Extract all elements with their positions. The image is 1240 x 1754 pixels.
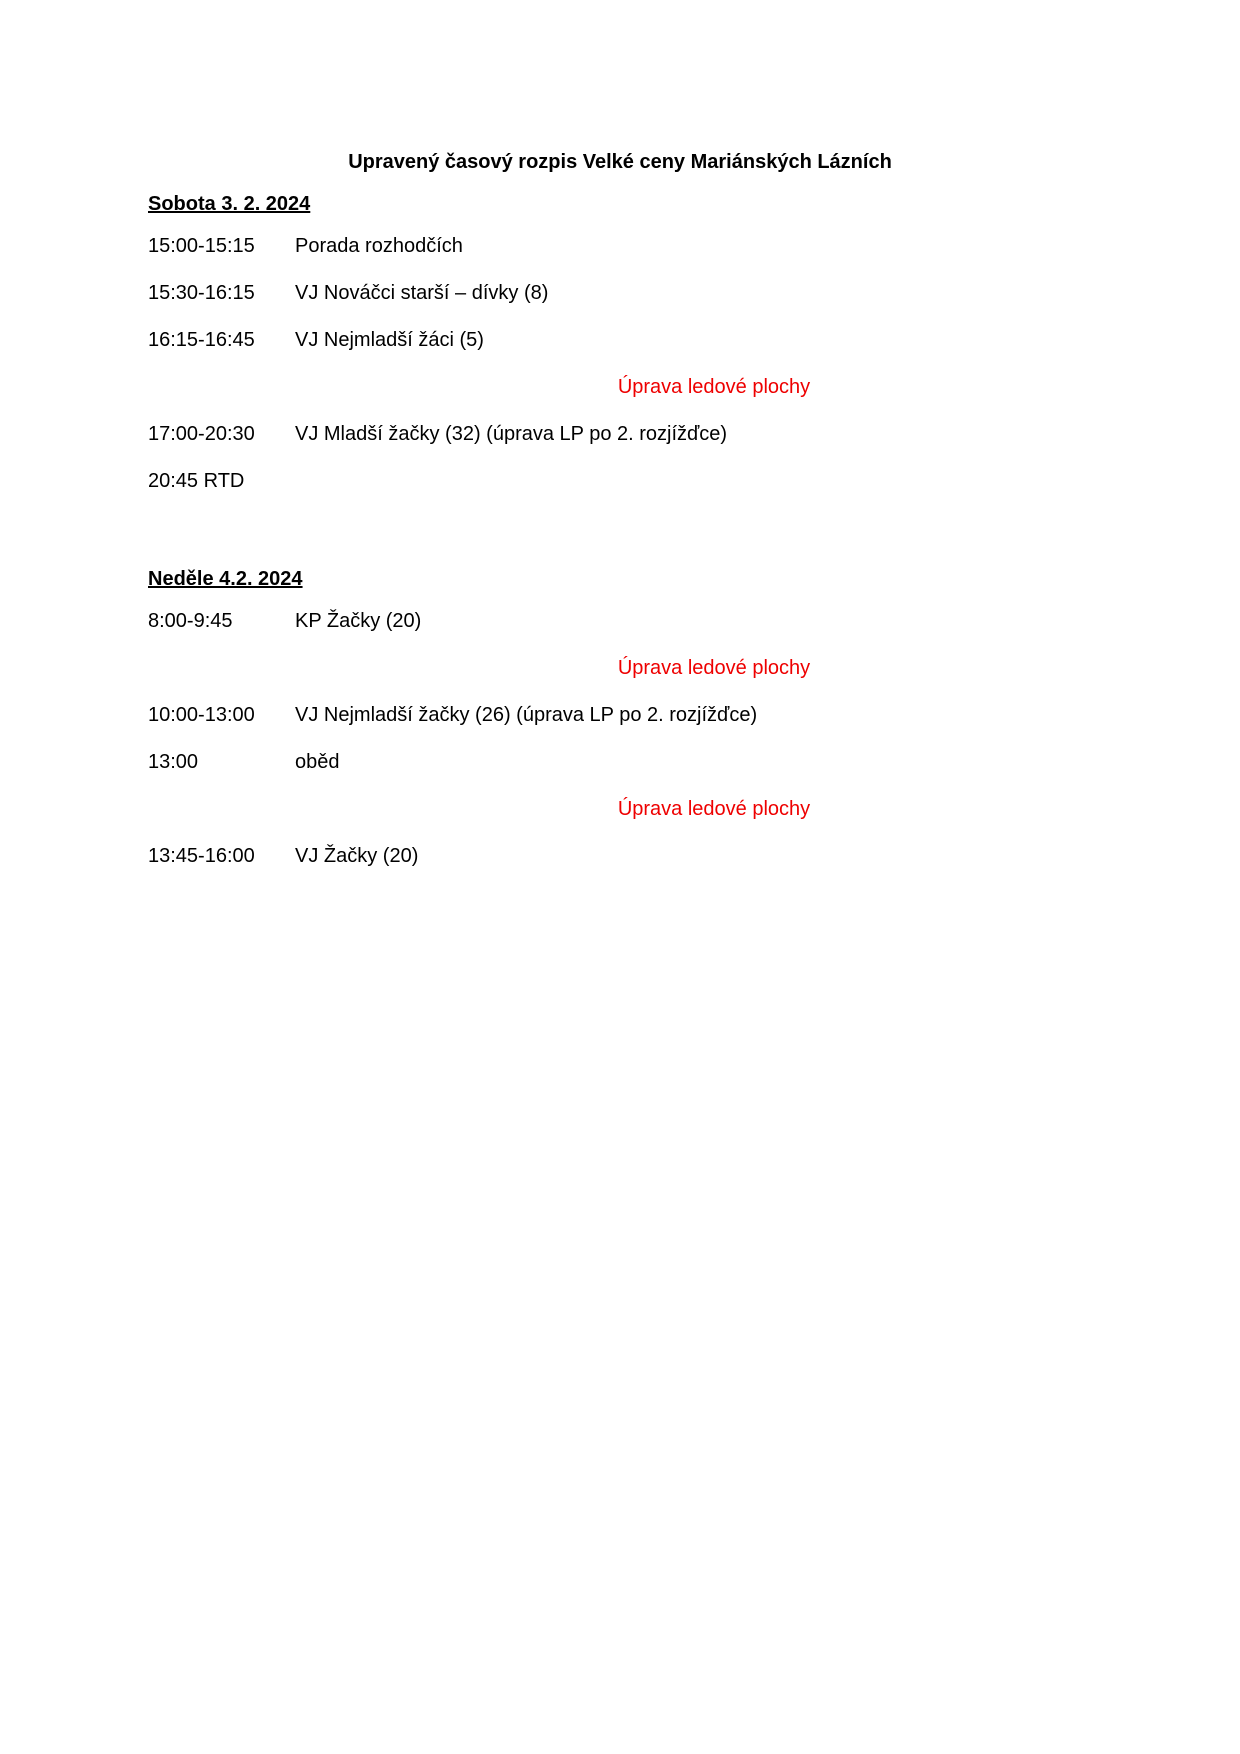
row-time: 17:00-20:30 bbox=[148, 423, 255, 445]
row-event: Porada rozhodčích bbox=[295, 235, 463, 257]
ice-resurfacing-note: Úprava ledové plochy bbox=[617, 376, 811, 398]
row-event: VJ Žačky (20) bbox=[295, 845, 419, 867]
row-time: 20:45 RTD bbox=[148, 470, 245, 492]
row-time: 8:00-9:45 bbox=[148, 610, 233, 632]
schedule-row bbox=[148, 232, 1108, 260]
schedule-row bbox=[148, 701, 1108, 729]
row-time: 15:30-16:15 bbox=[148, 282, 255, 304]
row-time: 13:00 bbox=[148, 751, 199, 773]
schedule-row bbox=[148, 279, 1108, 307]
row-event: VJ Nováčci starší – dívky (8) bbox=[295, 282, 549, 304]
day-heading-sunday: Neděle 4.2. 2024 bbox=[148, 568, 303, 590]
schedule-row bbox=[148, 607, 1108, 635]
row-event: VJ Mladší žačky (32) (úprava LP po 2. rozjížďce) bbox=[295, 423, 728, 445]
schedule-row bbox=[148, 842, 1108, 870]
row-event: VJ Nejmladší žačky (26) (úprava LP po 2. rozjížďce) bbox=[295, 704, 758, 726]
schedule-row bbox=[148, 326, 1108, 354]
row-time: 16:15-16:45 bbox=[148, 329, 255, 351]
ice-resurfacing-note: Úprava ledové plochy bbox=[617, 657, 811, 679]
ice-resurfacing-note: Úprava ledové plochy bbox=[617, 798, 811, 820]
row-event: KP Žačky (20) bbox=[295, 610, 422, 632]
row-time: 13:45-16:00 bbox=[148, 845, 255, 867]
schedule-row bbox=[148, 420, 1108, 448]
row-event: oběd bbox=[295, 751, 340, 773]
row-time: 15:00-15:15 bbox=[148, 235, 255, 257]
schedule-row bbox=[148, 467, 1108, 495]
document-title: Upravený časový rozpis Velké ceny Mariánských Lázních bbox=[348, 151, 892, 173]
row-time: 10:00-13:00 bbox=[148, 704, 255, 726]
schedule-row bbox=[148, 748, 1108, 776]
day-heading-saturday: Sobota 3. 2. 2024 bbox=[148, 193, 311, 215]
row-event: VJ Nejmladší žáci (5) bbox=[295, 329, 484, 351]
